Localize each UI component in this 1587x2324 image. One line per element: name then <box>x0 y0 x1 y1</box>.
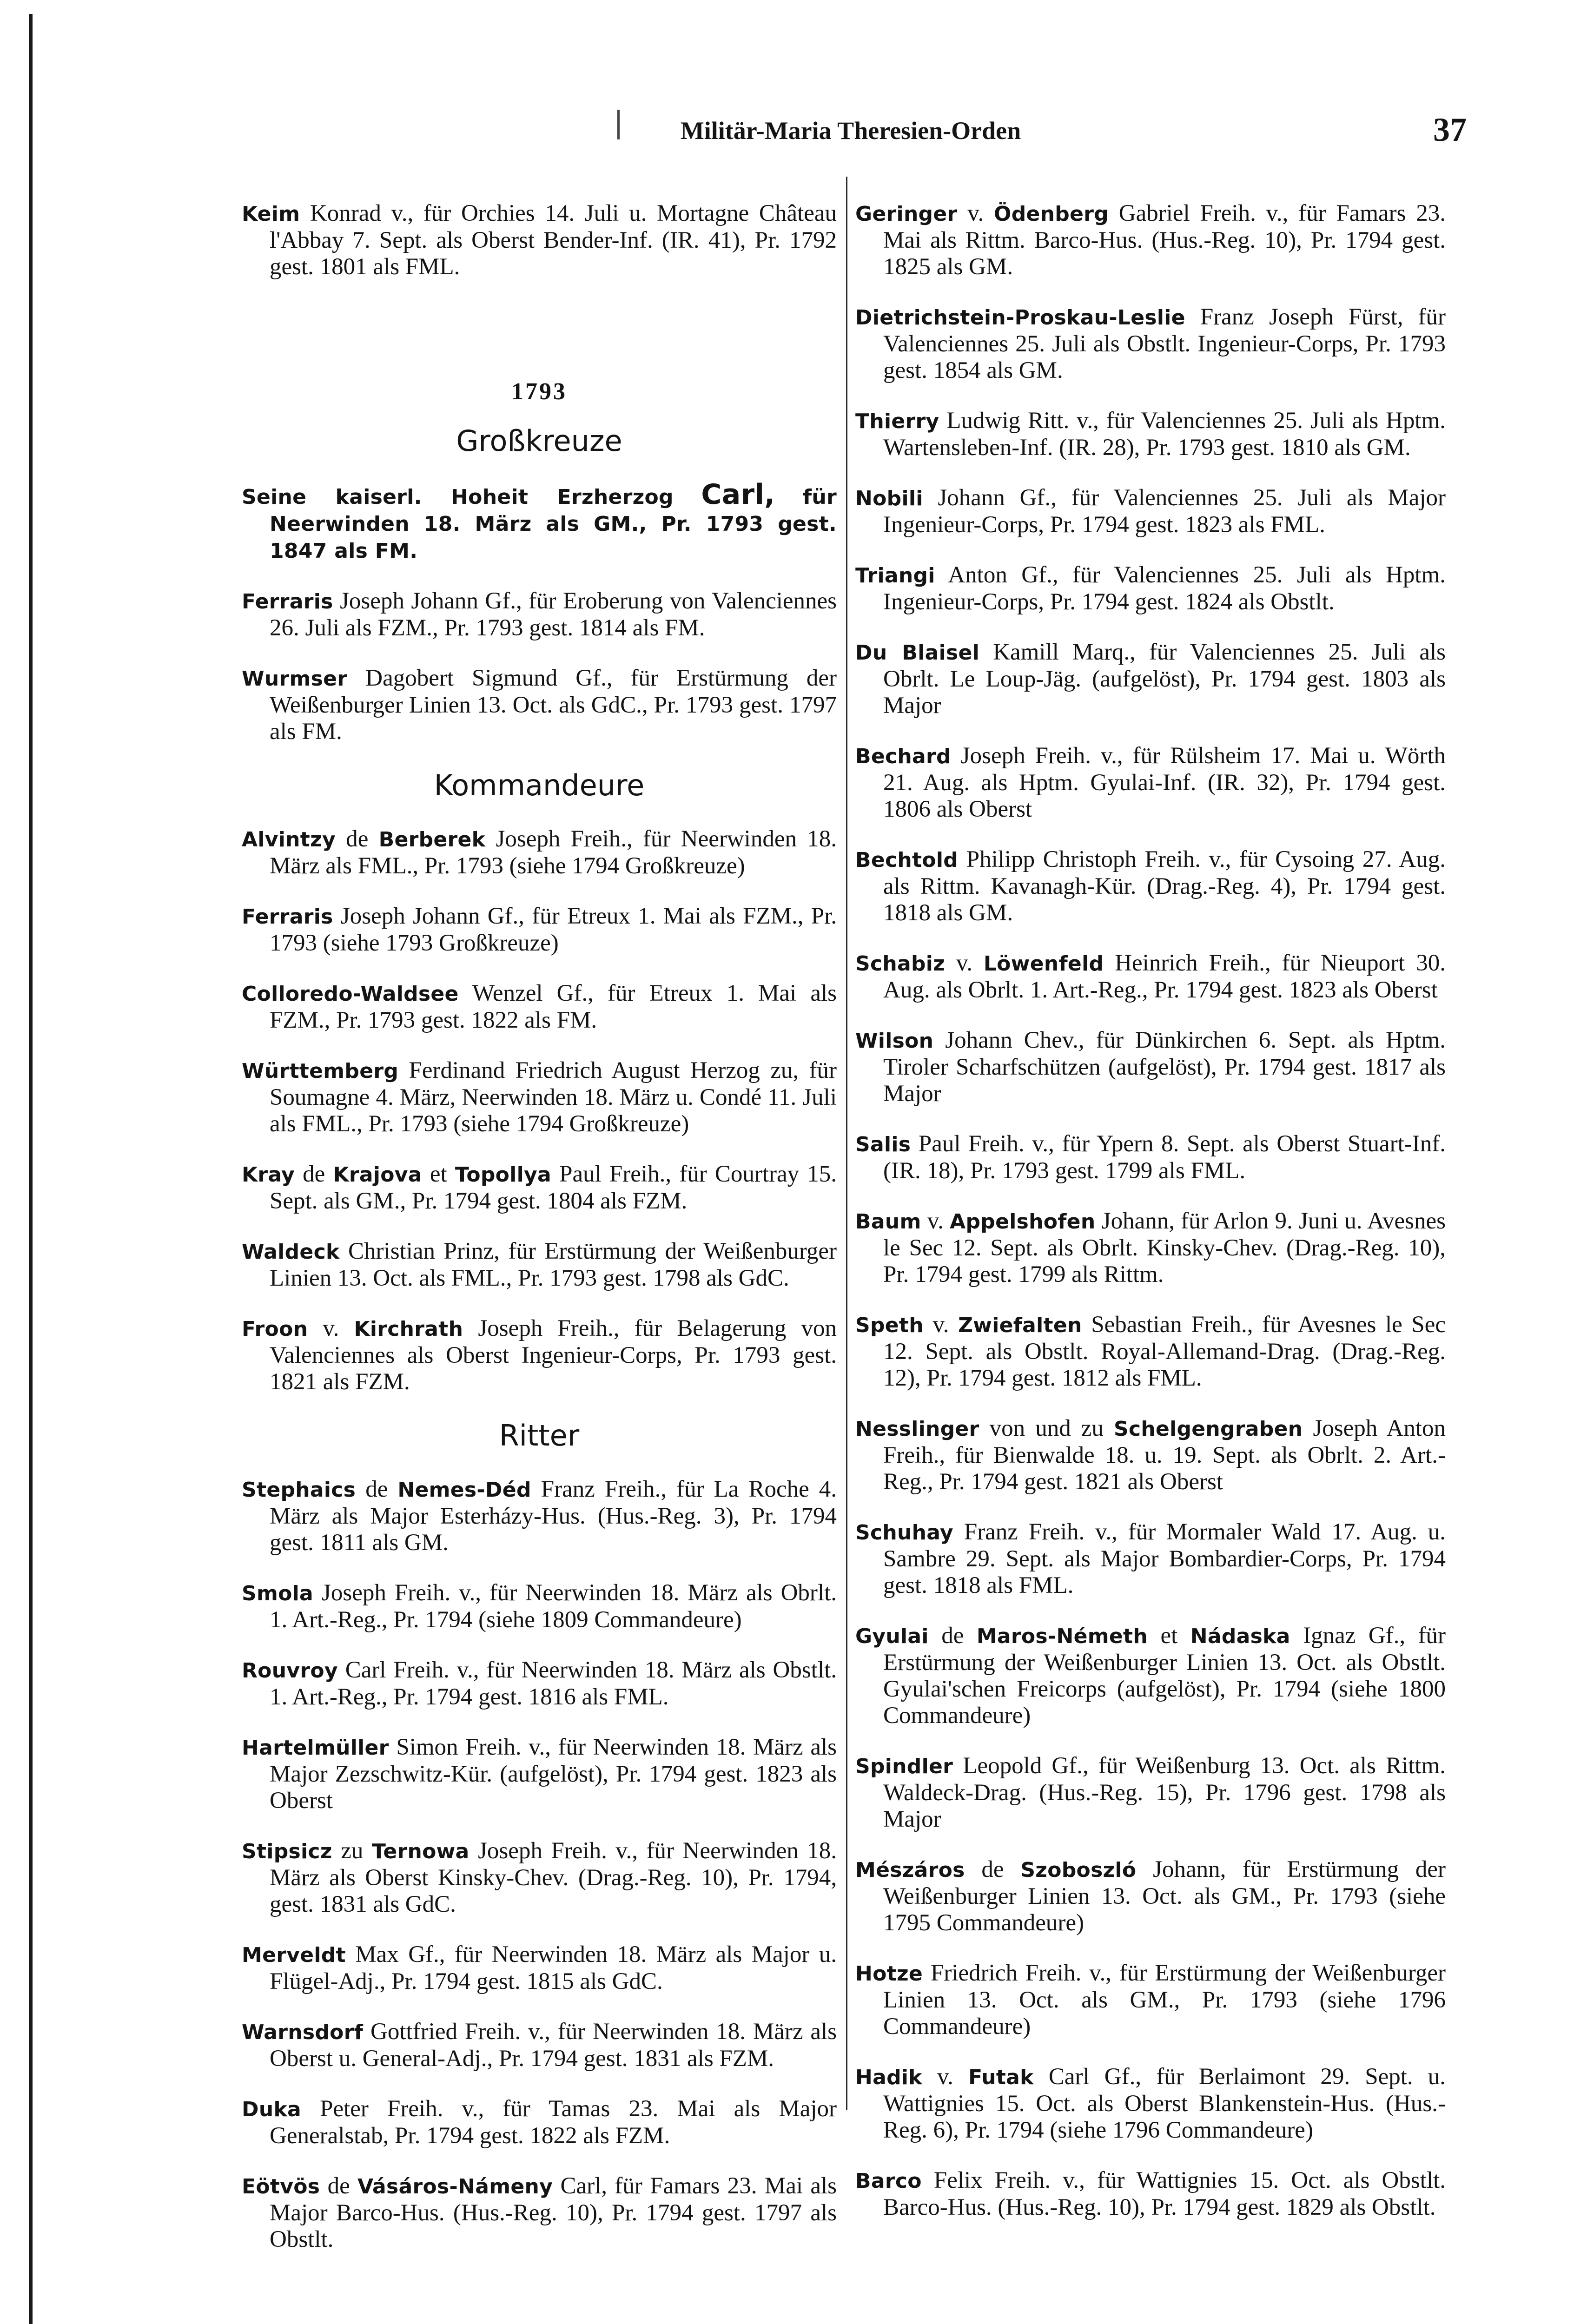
entry-name-2: Futak <box>968 2066 1034 2089</box>
entry-text: Johann, für Erstürmung der Weißenburger Linien 13. Oct. als GM., Pr. 1793 (siehe 1795 Commandeure) <box>883 1856 1446 1936</box>
entry-name-2: Berberek <box>378 828 486 852</box>
entry-name: Baum <box>855 1210 921 1234</box>
entry-hotze <box>855 1960 1446 2040</box>
entry-dietrichstein <box>855 304 1446 384</box>
entry-name: Smola <box>242 1582 314 1605</box>
entry-spindler <box>855 1753 1446 1833</box>
entry-wilson <box>855 1027 1446 1107</box>
entry-text: Franz Freih. v., für Mormaler Wald 17. Aug. u. Sambre 29. Sept. als Major Bombardier-Corps, Pr. 1794 gest. 1818 als FML. <box>883 1519 1446 1598</box>
entry-name-2: Ternowa <box>371 1840 469 1863</box>
entry-text: Paul Freih. v., für Ypern 8. Sept. als Oberst Stuart-Inf. (IR. 18), Pr. 1793 gest. 1799 als FML. <box>883 1131 1446 1184</box>
entry-name: Speth <box>855 1314 924 1337</box>
section-kommandeure: Kommandeure <box>434 768 645 802</box>
entry-text: Franz Freih., für La Roche 4. März als Major Esterházy-Hus. (Hus.-Reg. 3), Pr. 1794 gest. 1811 als GM. <box>270 1476 837 1556</box>
entry-particle: v. <box>932 1312 949 1338</box>
entry-particle: v. <box>927 1208 944 1234</box>
entry-text: Wenzel Gf., für Etreux 1. Mai als FZM., Pr. 1793 gest. 1822 als FM. <box>270 980 837 1033</box>
entry-name: Warnsdorf <box>242 2020 364 2044</box>
entry-name: Thierry <box>855 409 939 433</box>
entry-name-2: Zwiefalten <box>958 1314 1082 1337</box>
entry-name: Keim <box>242 202 300 226</box>
header-mark <box>617 110 620 139</box>
entry-name: Ferraris <box>242 590 333 614</box>
entry-name: Ferraris <box>242 905 333 929</box>
entry-rouvroy <box>242 1657 837 1710</box>
entry-waldeck <box>242 1238 837 1292</box>
entry-name: Kray <box>242 1163 295 1187</box>
entry-gyulai <box>855 1623 1446 1729</box>
entry-name-2: Ödenberg <box>994 202 1109 226</box>
year-heading: 1793 <box>511 378 567 405</box>
entry-name: Hotze <box>855 1962 923 1986</box>
entry-text: Sebastian Freih., für Avesnes le Sec 12. Sept. als Obstlt. Royal-Allemand-Drag. (Drag.-Reg. 12), Pr. 1794 gest. 1812 als FML. <box>883 1312 1446 1391</box>
entry-text: Joseph Freih., für Neerwinden 18. März als FML., Pr. 1793 (siehe 1794 Großkreuze) <box>270 826 837 879</box>
entry-particle: de <box>941 1623 964 1649</box>
entry-colloredo <box>242 980 837 1034</box>
entry-text: Felix Freih. v., für Wattignies 15. Oct. als Obstlt. Barco-Hus. (Hus.-Reg. 10), Pr. 1794 gest. 1829 als Obstlt. <box>883 2167 1446 2220</box>
entry-name-2: Szoboszló <box>1020 1858 1137 1882</box>
entry-text: Joseph Freih., für Belagerung von Valenciennes als Oberst Ingenieur-Corps, Pr. 1793 gest. 1821 als FZM. <box>270 1315 837 1395</box>
entry-name: Bechard <box>855 745 951 768</box>
entry-text: Ignaz Gf., für Erstürmung der Weißenburger Linien 13. Oct. als Obstlt. Gyulai'schen Freicorps (aufgelöst), Pr. 1794 (siehe 1800 Commandeure) <box>883 1623 1446 1729</box>
entry-name: Dietrichstein-Proskau-Leslie <box>855 306 1185 330</box>
entry-baum <box>855 1208 1446 1288</box>
column-divider <box>846 177 847 2110</box>
entry-particle: zu <box>341 1838 364 1864</box>
entry-name: Duka <box>242 2098 302 2121</box>
entry-thierry <box>855 408 1446 461</box>
entry-particle: de <box>327 2173 350 2199</box>
entry-name-2: Vásáros-Námeny <box>357 2175 553 2199</box>
entry-text: Anton Gf., für Valenciennes 25. Juli als Hptm. Ingenieur-Corps, Pr. 1794 gest. 1824 als Obstlt. <box>883 562 1446 615</box>
entry-text: Philipp Christoph Freih. v., für Cysoing 27. Aug. als Rittm. Kavanagh-Kür. (Drag.-Reg. 4), Pr. 1794 gest. 1818 als GM. <box>883 846 1446 926</box>
entry-particle-2: et <box>1160 1623 1178 1649</box>
entry-name: Hartelmüller <box>242 1736 389 1760</box>
entry-text: Joseph Anton Freih., für Bienwalde 18. u. 19. Sept. als Obrlt. 2. Art.-Reg., Pr. 1794 gest. 1821 als Oberst <box>883 1415 1446 1495</box>
entry-duka <box>242 2096 837 2149</box>
entry-text: Joseph Freih. v., für Rülsheim 17. Mai u. Wörth 21. Aug. als Hptm. Gyulai-Inf. (IR. 32), Pr. 1794 gest. 1806 als Oberst <box>883 743 1446 822</box>
entry-name: Merveldt <box>242 1943 346 1967</box>
entry-name: Stipsicz <box>242 1840 332 1863</box>
left-column <box>242 177 837 2259</box>
entry-bechard <box>855 743 1446 823</box>
entry-meszaros <box>855 1856 1446 1936</box>
entry-smola <box>242 1580 837 1633</box>
entry-text: Gabriel Freih. v., für Famars 23. Mai als Rittm. Barco-Hus. (Hus.-Reg. 10), Pr. 1794 gest. 1825 als GM. <box>883 200 1446 280</box>
entry-text: Carl, für Famars 23. Mai als Major Barco-Hus. (Hus.-Reg. 10), Pr. 1794 gest. 1797 als Obstlt. <box>270 2173 837 2252</box>
entry-alvintzy <box>242 826 837 879</box>
entry-name: Carl, <box>701 478 775 511</box>
entry-text: Carl Gf., für Berlaimont 29. Sept. u. Wattignies 15. Oct. als Oberst Blankenstein-Hus. (Hus.-Reg. 6), Pr. 1794 (siehe 1796 Commandeure) <box>883 2064 1446 2143</box>
entry-name: Mészáros <box>855 1858 965 1882</box>
entry-froon <box>242 1315 837 1395</box>
entry-stephaics <box>242 1476 837 1556</box>
entry-text: Gottfried Freih. v., für Neerwinden 18. März als Oberst u. General-Adj., Pr. 1794 gest. 1831 als FZM. <box>270 2019 837 2072</box>
entry-nobili <box>855 485 1446 538</box>
entry-keim <box>242 200 837 280</box>
entry-name: Wilson <box>855 1029 934 1053</box>
entry-text: Dagobert Sigmund Gf., für Erstürmung der Weißenburger Linien 13. Oct. als GdC., Pr. 1793 gest. 1797 als FM. <box>270 665 837 745</box>
entry-name: Colloredo-Waldsee <box>242 982 459 1006</box>
entry-name: Rouvroy <box>242 1659 338 1683</box>
entry-nesslinger <box>855 1415 1446 1495</box>
entry-text: Carl Freih. v., für Neerwinden 18. März als Obstlt. 1. Art.-Reg., Pr. 1794 gest. 1816 als FML. <box>270 1657 837 1710</box>
entry-triangi <box>855 562 1446 615</box>
entry-text: Simon Freih. v., für Neerwinden 18. März als Major Zezschwitz-Kür. (aufgelöst), Pr. 1794 gest. 1823 als Oberst <box>270 1734 837 1814</box>
entry-name: Barco <box>855 2169 922 2193</box>
entry-schabiz <box>855 950 1446 1004</box>
entry-name: Spindler <box>855 1755 953 1778</box>
entry-particle: v. <box>323 1315 339 1341</box>
entry-name: Nobili <box>855 487 923 510</box>
entry-name: Triangi <box>855 564 935 588</box>
entry-particle: de <box>365 1476 388 1502</box>
entry-bechtold <box>855 846 1446 926</box>
entry-particle: v. <box>937 2064 953 2090</box>
entry-kray <box>242 1161 837 1215</box>
entry-name-2: Nemes-Déd <box>397 1478 531 1502</box>
entry-text: Ludwig Ritt. v., für Valenciennes 25. Juli als Hptm. Wartensleben-Inf. (IR. 28), Pr. 1793 gest. 1810 als GM. <box>883 408 1446 461</box>
entry-text: Christian Prinz, für Erstürmung der Weißenburger Linien 13. Oct. als FML., Pr. 1793 gest. 1798 als GdC. <box>270 1238 837 1291</box>
entry-particle: v. <box>967 200 984 226</box>
entry-stipsicz <box>242 1838 837 1918</box>
entry-text: Peter Freih. v., für Tamas 23. Mai als Major Generalstab, Pr. 1794 gest. 1822 als FZM. <box>270 2096 837 2149</box>
entry-name-prefix: Seine kaiserl. Hoheit Erzherzog <box>242 485 674 509</box>
entry-name-2: Krajova <box>333 1163 422 1187</box>
entry-text: Paul Freih., für Courtray 15. Sept. als GM., Pr. 1794 gest. 1804 als FZM. <box>270 1161 837 1214</box>
entry-text: Kamill Marq., für Valenciennes 25. Juli als Obrlt. Le Loup-Jäg. (aufgelöst), Pr. 1794 gest. 1803 als Major <box>883 639 1446 719</box>
entry-name: Gyulai <box>855 1624 929 1648</box>
section-grosskreuze: Großkreuze <box>456 424 622 458</box>
entry-merveldt <box>242 1941 837 1995</box>
entry-text: Joseph Johann Gf., für Etreux 1. Mai als FZM., Pr. 1793 (siehe 1793 Großkreuze) <box>270 903 837 956</box>
entry-hartelmueller <box>242 1734 837 1814</box>
entry-salis <box>855 1131 1446 1184</box>
entry-name: Alvintzy <box>242 828 336 852</box>
entry-ferraris-grosskreuz <box>242 588 837 641</box>
page-edge-rule <box>29 14 33 2324</box>
entry-hadik <box>855 2064 1446 2144</box>
entry-name: Schabiz <box>855 952 946 976</box>
entry-name: Hadik <box>855 2066 922 2089</box>
entry-schuhay <box>855 1519 1446 1599</box>
entry-text: Max Gf., für Neerwinden 18. März als Major u. Flügel-Adj., Pr. 1794 gest. 1815 als GdC. <box>270 1941 837 1994</box>
entry-text: für Neerwinden 18. März als GM., Pr. 1793 gest. 1847 als FM. <box>270 485 837 563</box>
entry-geringer <box>855 200 1446 280</box>
entry-ferraris-kommandeur <box>242 903 837 957</box>
entry-warnsdorf <box>242 2019 837 2072</box>
entry-particle: de <box>303 1161 325 1187</box>
entry-eoetvoes <box>242 2173 837 2253</box>
right-column <box>855 177 1446 2227</box>
entry-carl <box>242 478 837 564</box>
entry-particle-2: et <box>430 1161 447 1187</box>
entry-name: Bechtold <box>855 848 959 872</box>
entry-text: Friedrich Freih. v., für Erstürmung der Weißenburger Linien 13. Oct. als GM., Pr. 1793 (siehe 1796 Commandeure) <box>883 1960 1446 2040</box>
entry-text: Joseph Johann Gf., für Eroberung von Valenciennes 26. Juli als FZM., Pr. 1793 gest. 1814 als FM. <box>270 588 837 641</box>
entry-name: Salis <box>855 1133 911 1156</box>
entry-name-2: Kirchrath <box>354 1317 463 1341</box>
entry-name-3: Topollya <box>455 1163 551 1187</box>
entry-text: Franz Joseph Fürst, für Valenciennes 25. Juli als Obstlt. Ingenieur-Corps, Pr. 1793 gest. 1854 als GM. <box>883 304 1446 383</box>
page-number: 37 <box>1433 111 1467 148</box>
entry-wuerttemberg <box>242 1057 837 1137</box>
running-header: Militär-Maria Theresien-Orden <box>680 117 1021 145</box>
entry-text: Johann Chev., für Dünkirchen 6. Sept. als Hptm. Tiroler Scharfschützen (aufgelöst), Pr. 1794 gest. 1817 als Major <box>883 1027 1446 1107</box>
entry-barco <box>855 2167 1446 2221</box>
entry-particle: de <box>346 826 369 852</box>
entry-text: Johann Gf., für Valenciennes 25. Juli als Major Ingenieur-Corps, Pr. 1794 gest. 1823 als FML. <box>883 485 1446 538</box>
entry-name: Du Blaisel <box>855 641 980 665</box>
entry-speth <box>855 1312 1446 1392</box>
entry-name: Stephaics <box>242 1478 356 1502</box>
entry-text: Konrad v., für Orchies 14. Juli u. Mortagne Château l'Abbay 7. Sept. als Oberst Bender-Inf. (IR. 41), Pr. 1792 gest. 1801 als FML. <box>270 200 837 280</box>
entry-particle: v. <box>956 950 972 976</box>
entry-particle: von und zu <box>989 1415 1104 1441</box>
entry-name-2: Appelshofen <box>950 1210 1096 1234</box>
section-ritter: Ritter <box>499 1419 580 1452</box>
entry-text: Ferdinand Friedrich August Herzog zu, für Soumagne 4. März, Neerwinden 18. März u. Condé 11. Juli als FML., Pr. 1793 (siehe 1794 Großkreuze) <box>270 1057 837 1137</box>
entry-name-2: Löwenfeld <box>983 952 1104 976</box>
entry-name: Wurmser <box>242 667 348 691</box>
entry-name: Eötvös <box>242 2175 320 2199</box>
entry-name-3: Nádaska <box>1190 1624 1290 1648</box>
entry-name-2: Schelgengraben <box>1113 1417 1303 1441</box>
entry-name: Württemberg <box>242 1059 399 1083</box>
entry-name: Waldeck <box>242 1240 340 1264</box>
entry-name-2: Maros-Németh <box>976 1624 1148 1648</box>
entry-du-blaisel <box>855 639 1446 719</box>
entry-wurmser <box>242 665 837 745</box>
entry-text: Heinrich Freih., für Nieuport 30. Aug. als Obrlt. 1. Art.-Reg., Pr. 1794 gest. 1823 als Oberst <box>883 950 1446 1003</box>
entry-particle: de <box>981 1856 1004 1882</box>
entry-text: Joseph Freih. v., für Neerwinden 18. März als Oberst Kinsky-Chev. (Drag.-Reg. 10), Pr. 1794, gest. 1831 als GdC. <box>270 1838 837 1917</box>
entry-name: Nesslinger <box>855 1417 979 1441</box>
entry-name: Froon <box>242 1317 308 1341</box>
entry-text: Joseph Freih. v., für Neerwinden 18. März als Obrlt. 1. Art.-Reg., Pr. 1794 (siehe 1809 Commandeure) <box>270 1580 837 1633</box>
entry-text: Johann, für Arlon 9. Juni u. Avesnes le Sec 12. Sept. als Obrlt. Kinsky-Chev. (Drag.-Reg. 10), Pr. 1794 gest. 1799 als Rittm. <box>883 1208 1446 1287</box>
entry-name: Schuhay <box>855 1521 953 1545</box>
entry-name: Geringer <box>855 202 958 226</box>
entry-text: Leopold Gf., für Weißenburg 13. Oct. als Rittm. Waldeck-Drag. (Hus.-Reg. 15), Pr. 1796 gest. 1798 als Major <box>883 1753 1446 1832</box>
